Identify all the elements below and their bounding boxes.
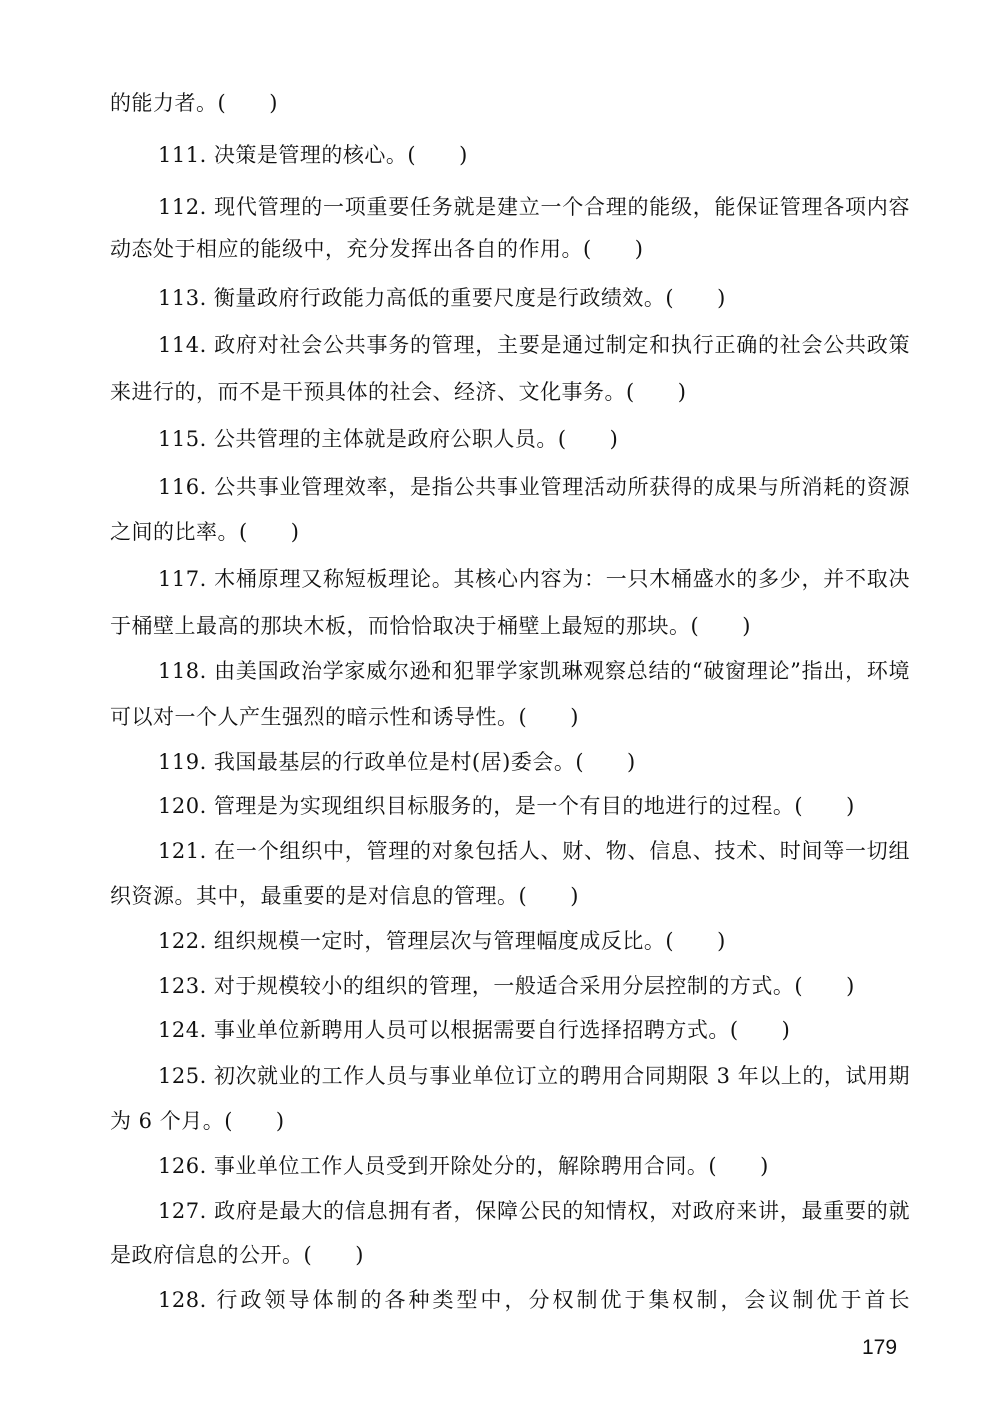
text-line: 是政府信息的公开。( ) (110, 1243, 364, 1267)
text-line: 于桶壁上最高的那块木板，而恰恰取决于桶壁上最短的那块。( ) (110, 614, 751, 638)
question-122: 122. 组织规模一定时，管理层次与管理幅度成反比。( ) (158, 929, 726, 953)
question-115: 115. 公共管理的主体就是政府公职人员。( ) (158, 427, 619, 451)
text-line: 之间的比率。( ) (110, 520, 300, 544)
text-line: 为 6 个月。( ) (110, 1109, 285, 1133)
question-127: 127. 政府是最大的信息拥有者，保障公民的知情权，对政府来讲，最重要的就 (158, 1199, 910, 1223)
question-111: 111. 决策是管理的核心。( ) (158, 143, 468, 167)
question-117: 117. 木桶原理又称短板理论。其核心内容为：一只木桶盛水的多少，并不取决 (158, 567, 910, 591)
text-line: 来进行的，而不是干预具体的社会、经济、文化事务。( ) (110, 380, 687, 404)
question-124: 124. 事业单位新聘用人员可以根据需要自行选择招聘方式。( ) (158, 1018, 791, 1042)
question-125: 125. 初次就业的工作人员与事业单位订立的聘用合同期限 3 年以上的，试用期 (158, 1064, 910, 1088)
text-line: 的能力者。( ) (110, 91, 278, 115)
question-126: 126. 事业单位工作人员受到开除处分的，解除聘用合同。( ) (158, 1154, 769, 1178)
page-number: 179 (862, 1336, 898, 1359)
question-118: 118. 由美国政治学家威尔逊和犯罪学家凯琳观察总结的“破窗理论”指出，环境 (158, 659, 910, 683)
question-120: 120. 管理是为实现组织目标服务的，是一个有目的地进行的过程。( ) (158, 794, 855, 818)
text-line: 织资源。其中，最重要的是对信息的管理。( ) (110, 884, 579, 908)
text-line: 动态处于相应的能级中，充分发挥出各自的作用。( ) (110, 237, 644, 261)
question-119: 119. 我国最基层的行政单位是村(居)委会。( ) (158, 750, 636, 774)
question-113: 113. 衡量政府行政能力高低的重要尺度是行政绩效。( ) (158, 286, 726, 310)
question-121: 121. 在一个组织中，管理的对象包括人、财、物、信息、技术、时间等一切组 (158, 839, 910, 863)
question-123: 123. 对于规模较小的组织的管理，一般适合采用分层控制的方式。( ) (158, 974, 855, 998)
question-112: 112. 现代管理的一项重要任务就是建立一个合理的能级，能保证管理各项内容 (158, 195, 910, 219)
question-128: 128. 行政领导体制的各种类型中，分权制优于集权制，会议制优于首长 (158, 1288, 910, 1312)
text-line: 可以对一个人产生强烈的暗示性和诱导性。( ) (110, 705, 579, 729)
question-116: 116. 公共事业管理效率，是指公共事业管理活动所获得的成果与所消耗的资源 (158, 475, 910, 499)
question-114: 114. 政府对社会公共事务的管理，主要是通过制定和执行正确的社会公共政策 (158, 333, 910, 357)
